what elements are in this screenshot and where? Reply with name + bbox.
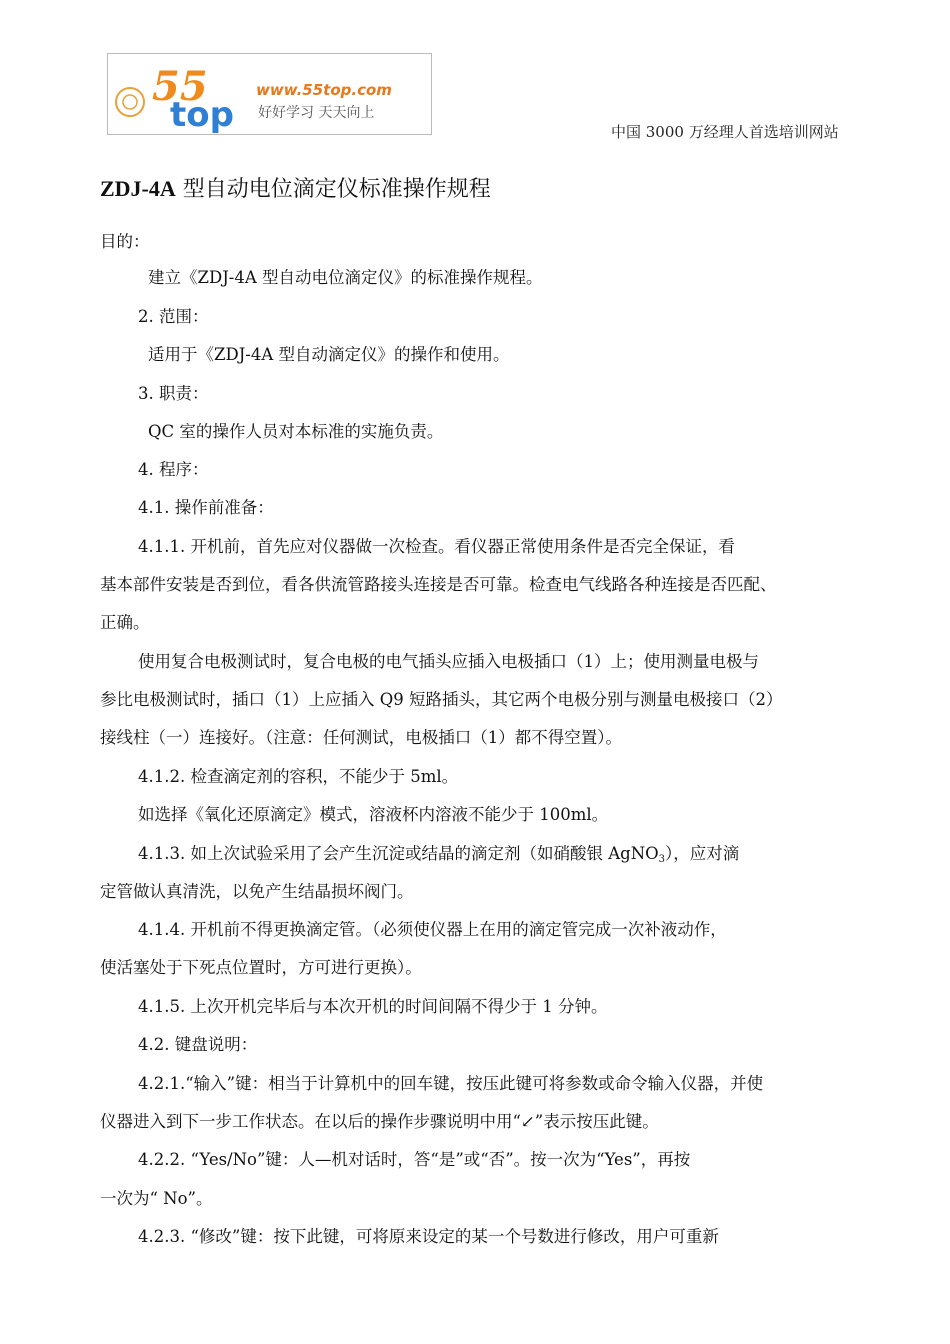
paragraph-line: 参比电极测试时，插口（1）上应插入 Q9 短路插头，其它两个电极分别与测量电极接口（2） xyxy=(100,690,783,709)
paragraph-line: 4.1.5. 上次开机完毕后与本次开机的时间间隔不得少于 1 分钟。 xyxy=(138,997,608,1016)
subsection-4-1-heading: 4.1. 操作前准备： xyxy=(138,498,274,517)
subsection-4-2-heading: 4.2. 键盘说明： xyxy=(138,1035,258,1054)
text-segment: ），应对滴 xyxy=(665,844,740,863)
logo-url: www.55top.com xyxy=(256,81,392,99)
purpose-text: 建立《ZDJ-4A 型自动电位滴定仪》的标准操作规程。 xyxy=(148,268,543,287)
section-purpose-heading: 目的： xyxy=(100,232,150,251)
title-code: ZDJ-4A xyxy=(100,176,176,201)
title-text: 型自动电位滴定仪标准操作规程 xyxy=(175,177,491,202)
paragraph-line: 仪器进入到下一步工作状态。在以后的操作步骤说明中用“↙”表示按压此键。 xyxy=(100,1112,659,1131)
paragraph-line: 4.2.1.“输入”键：相当于计算机中的回车键，按压此键可将参数或命令输入仪器，并使 xyxy=(138,1074,764,1093)
logo-slogan: 好好学习 天天向上 xyxy=(258,105,375,121)
paragraph-line xyxy=(138,844,739,870)
paragraph-line: 正确。 xyxy=(100,613,150,632)
paragraph-line: 4.2.3. “修改”键：按下此键，可将原来设定的某一个号数进行修改，用户可重新 xyxy=(138,1227,719,1246)
section-duty-heading: 3. 职责： xyxy=(138,384,209,403)
duty-text: QC 室的操作人员对本标准的实施负责。 xyxy=(148,422,444,441)
paragraph-line: 4.1.4. 开机前不得更换滴定管。（必须使仪器上在用的滴定管完成一次补液动作， xyxy=(138,920,727,939)
subscript: 3 xyxy=(658,854,666,865)
scope-text: 适用于《ZDJ-4A 型自动滴定仪》的操作和使用。 xyxy=(148,345,510,364)
logo-wordmark: top xyxy=(170,95,234,134)
paragraph-line: 4.1.1. 开机前，首先应对仪器做一次检查。看仪器正常使用条件是否完全保证，看 xyxy=(138,537,735,556)
logo-graphic xyxy=(108,54,431,134)
paragraph-line: 一次为“ No”。 xyxy=(100,1189,213,1208)
paragraph-line: 基本部件安装是否到位，看各供流管路接头连接是否可靠。检查电气线路各种连接是否匹配、 xyxy=(100,575,777,594)
document-title xyxy=(100,172,491,203)
paragraph-line: 4.2.2. “Yes/No”键：人—机对话时，答“是”或“否”。按一次为“Yes”，再按 xyxy=(138,1150,691,1169)
logo-swirl-icon xyxy=(116,88,144,116)
paragraph-line: 接线柱（一）连接好。（注意：任何测试，电极插口（1）都不得空置）。 xyxy=(100,728,622,747)
section-scope-heading: 2. 范围： xyxy=(138,307,209,326)
text-segment: 4.1.3. 如上次试验采用了会产生沉淀或结晶的滴定剂（如硝酸银 AgNO xyxy=(138,844,659,863)
paragraph-line: 使活塞处于下死点位置时，方可进行更换）。 xyxy=(100,958,422,977)
logo-numeral: 55 xyxy=(152,63,208,110)
section-procedure-heading: 4. 程序： xyxy=(138,460,209,479)
site-tagline: 中国 3000 万经理人首选培训网站 xyxy=(611,123,839,141)
paragraph-line: 4.1.2. 检查滴定剂的容积，不能少于 5ml。 xyxy=(138,767,459,786)
paragraph-line: 使用复合电极测试时，复合电极的电气插头应插入电极插口（1）上；使用测量电极与 xyxy=(138,652,759,671)
site-logo[interactable] xyxy=(107,53,432,135)
paragraph-line: 如选择《氧化还原滴定》模式，溶液杯内溶液不能少于 100ml。 xyxy=(138,805,609,824)
paragraph-line: 定管做认真清洗，以免产生结晶损坏阀门。 xyxy=(100,882,414,901)
